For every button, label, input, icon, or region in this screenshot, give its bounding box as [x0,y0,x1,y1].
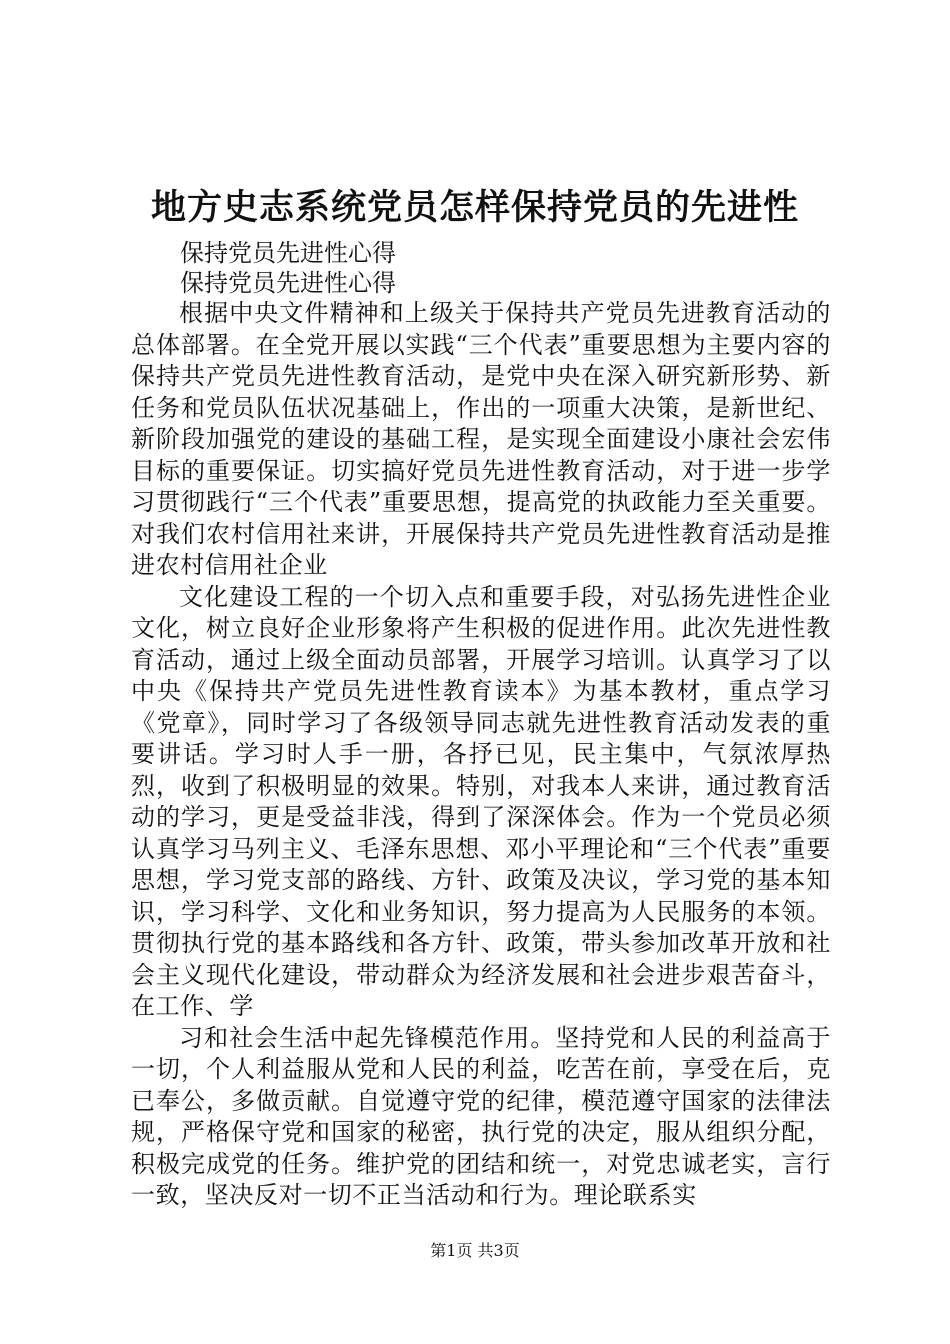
paragraph-2: 文化建设工程的一个切入点和重要手段，对弘扬先进性企业文化，树立良好企业形象将产生积极的促进作用。此次先进性教育活动，通过上级全面动员部署，开展学习培训。认真学习了以中央《保持共产党员先进性教育读本》为基本教材，重点学习《党章》，同时学习了各级领导同志就先进性教育活动发表的重要讲话。学习时人手一册，各抒已见，民主集中，气氛浓厚热烈，收到了积极明显的效果。特别，对我本人来讲，通过教育活动的学习，更是受益非浅，得到了深深体会。作为一个党员必须认真学习马列主义、毛泽东思想、邓小平理论和“三个代表”重要思想，学习党支部的路线、方针、政策及决议，学习党的基本知识，学习科学、文化和业务知识，努力提高为人民服务的本领。贯彻执行党的基本路线和各方针、政策，带头参加改革开放和社会主义现代化建设，带动群众为经济发展和社会进步艰苦奋斗，在工作、学 [131,582,831,1020]
page-footer: 第1页 共3页 [430,1241,520,1260]
document-body [131,298,831,1212]
subheading-1: 保持党员先进性心得 [180,239,396,267]
paragraph-3: 习和社会生活中起先锋模范作用。坚持党和人民的利益高于一切，个人利益服从党和人民的利益，吃苦在前，享受在后，克已奉公，多做贡献。自觉遵守党的纪律，模范遵守国家的法律法规，严格保守党和国家的秘密，执行党的决定，服从组织分配，积极完成党的任务。维护党的团结和统一，对党忠诚老实，言行一致，坚决反对一切不正当活动和行为。理论联系实 [131,1023,831,1209]
document-title: 地方史志系统党员怎样保持党员的先进性 [150,187,799,228]
paragraph-1: 根据中央文件精神和上级关于保持共产党员先进教育活动的总体部署。在全党开展以实践“三个代表”重要思想为主要内容的保持共产党员先进性教育活动，是党中央在深入研究新形势、新任务和党员队伍状况基础上，作出的一项重大决策，是新世纪、新阶段加强党的建设的基础工程，是实现全面建设小康社会宏伟目标的重要保证。切实搞好党员先进性教育活动，对于进一步学习贯彻践行“三个代表”重要思想，提高党的执政能力至关重要。对我们农村信用社来讲，开展保持共产党员先进性教育活动是推进农村信用社企业 [131,299,831,579]
subheading-2: 保持党员先进性心得 [180,269,396,297]
